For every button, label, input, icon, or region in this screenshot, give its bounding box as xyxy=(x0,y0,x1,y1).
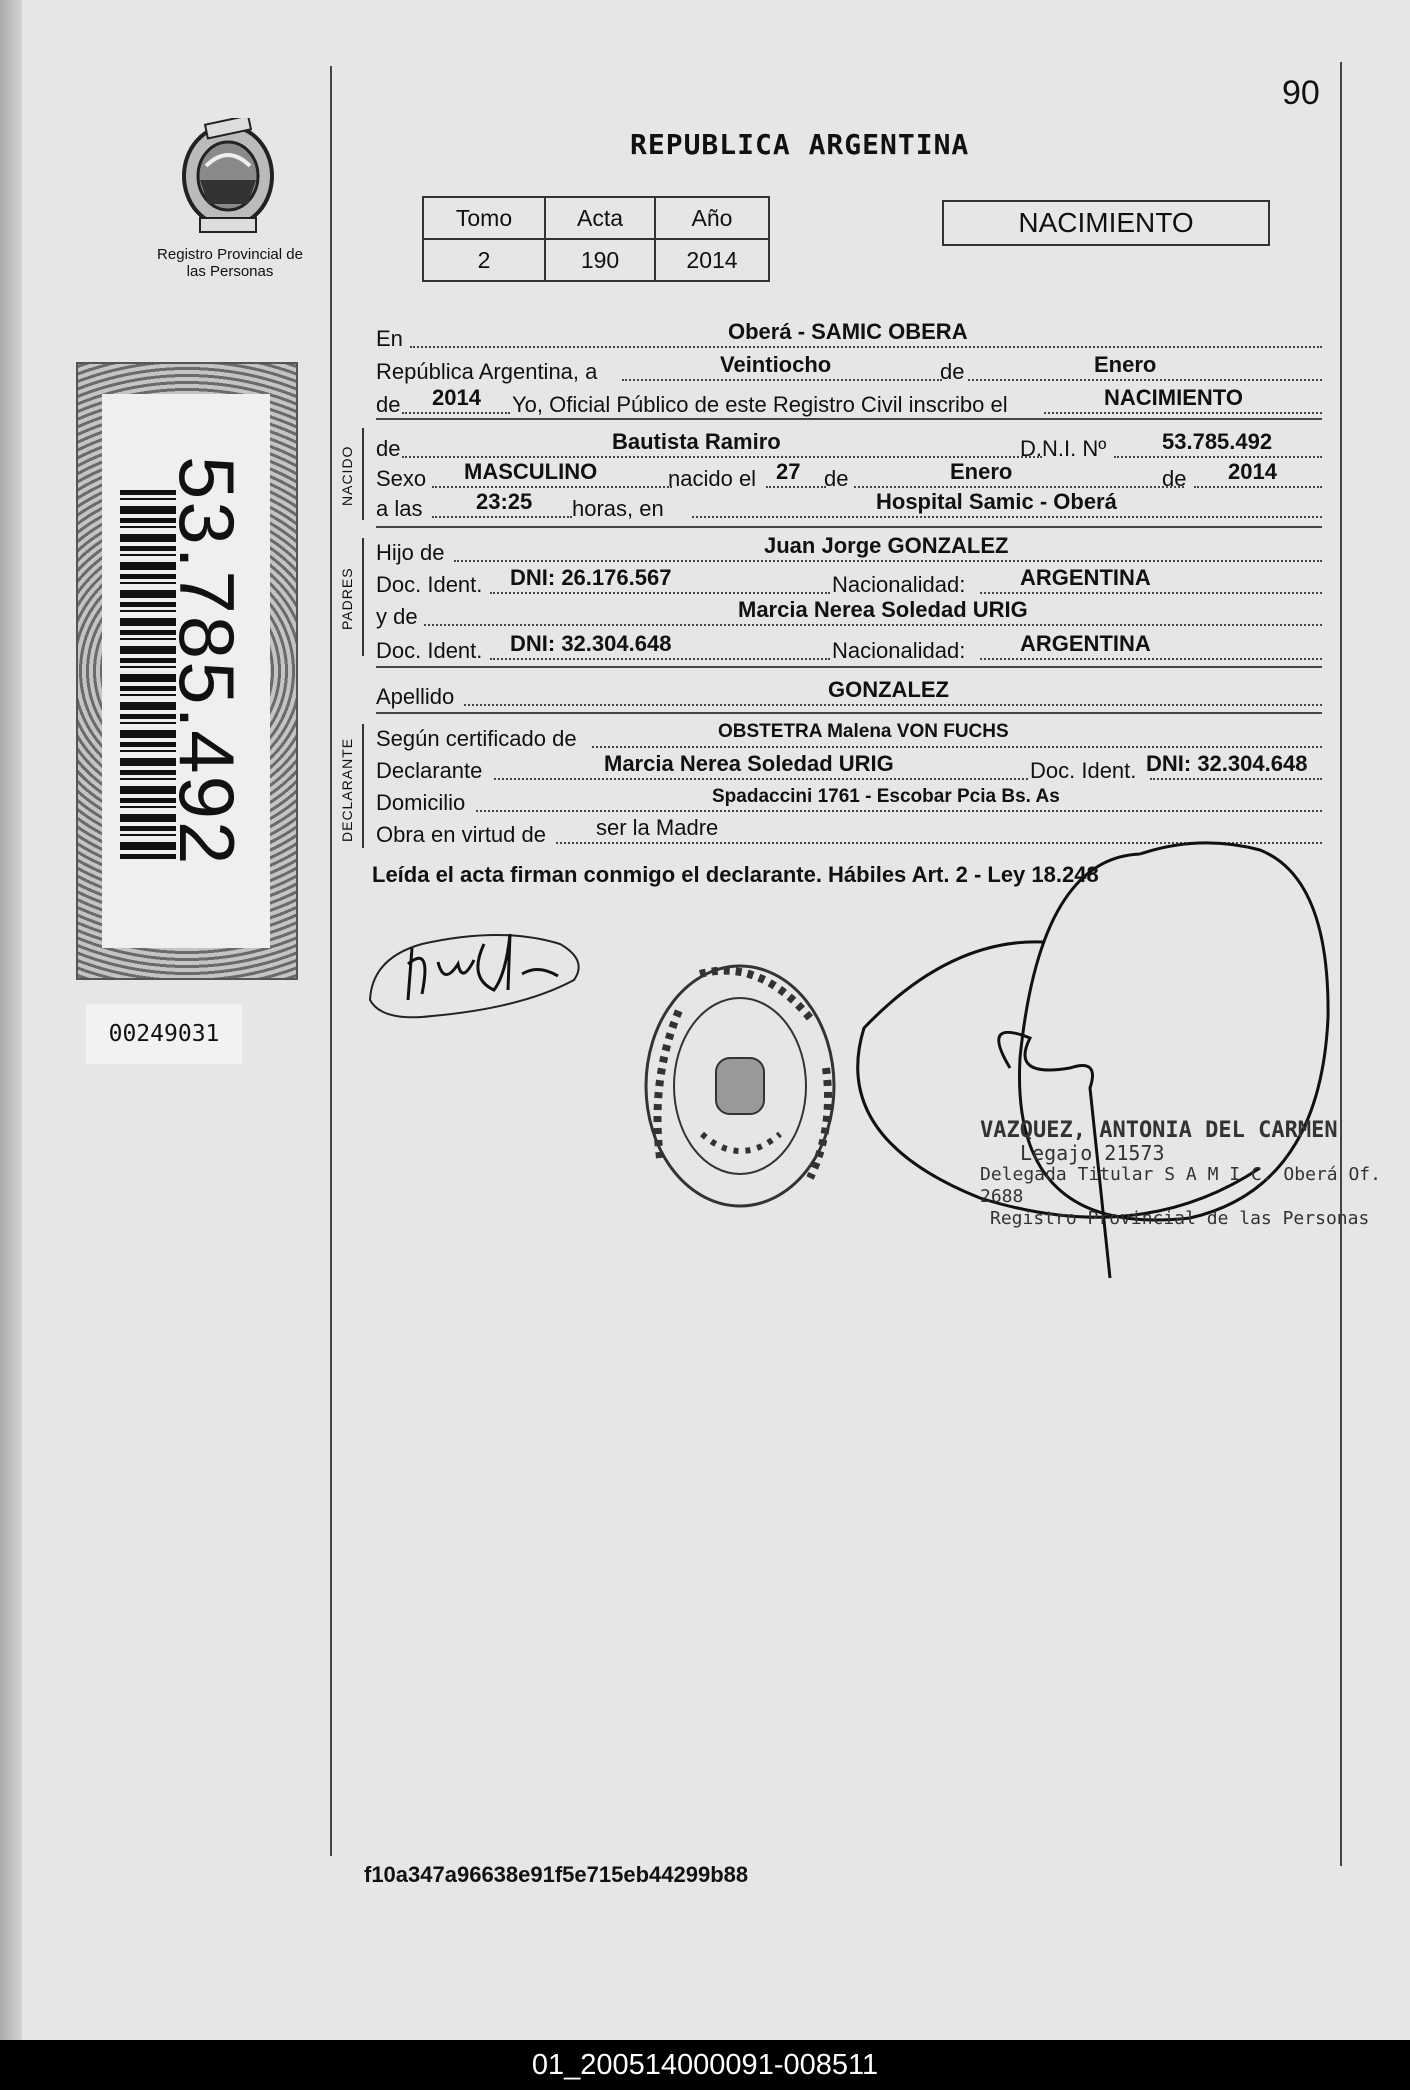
sexo-label: Sexo xyxy=(376,466,427,491)
line-yo xyxy=(376,388,1322,418)
yo-text: Yo, Oficial Público de este Registro Civil inscribo el xyxy=(512,392,1008,417)
birth-day-value: 27 xyxy=(776,462,801,484)
barcode-label xyxy=(76,362,298,980)
record-type-box: NACIMIENTO xyxy=(942,200,1270,246)
section-label-declarante: DECLARANTE xyxy=(339,737,355,842)
father-nat-value: ARGENTINA xyxy=(1020,568,1151,590)
registry-name: Registro Provincial de las Personas xyxy=(157,246,303,280)
line-republica xyxy=(376,355,1322,385)
line-alas xyxy=(376,492,1322,522)
line-declarante xyxy=(376,754,1322,784)
register-value-acta: 190 xyxy=(545,239,655,281)
nacido-el-label: nacido el xyxy=(668,466,757,491)
official-title: Delegada Titular S A M I C. Oberá Of. 2688 xyxy=(980,1164,1381,1207)
registry-stamp-icon xyxy=(640,958,840,1219)
declarante-doc-value: DNI: 32.304.648 xyxy=(1146,754,1308,776)
father-doc-value: DNI: 26.176.567 xyxy=(510,568,672,590)
serial-number: 00249031 xyxy=(86,1004,242,1064)
hijo-de-label: Hijo de xyxy=(376,540,445,565)
certificado-value: OBSTETRA Malena VON FUCHS xyxy=(718,722,1009,742)
child-name-value: Bautista Ramiro xyxy=(612,432,781,454)
register-value-tomo: 2 xyxy=(423,239,545,281)
official-stamp xyxy=(980,1120,1410,1230)
nacionalidad-label: Nacionalidad: xyxy=(832,572,966,597)
document-hash: f10a347a96638e91f5e715eb44299b88 xyxy=(364,1862,749,1887)
nacionalidad-label-2: Nacionalidad: xyxy=(832,638,966,663)
place-value: Oberá - SAMIC OBERA xyxy=(728,322,968,344)
official-registry: Registro Provincial de las Personas xyxy=(990,1208,1370,1229)
de-label-3: de xyxy=(824,466,849,491)
obra-value: ser la Madre xyxy=(596,818,719,840)
nacido-de-label: de xyxy=(376,436,401,461)
de-label-2: de xyxy=(376,392,401,417)
doc-ident-label-2: Doc. Ident. xyxy=(376,638,483,663)
line-sexo xyxy=(376,462,1322,492)
certificado-label: Según certificado de xyxy=(376,726,577,751)
domicilio-label: Domicilio xyxy=(376,790,466,815)
day-words-value: Veintiocho xyxy=(720,355,832,377)
apellido-label: Apellido xyxy=(376,684,455,709)
birth-place-value: Hospital Samic - Oberá xyxy=(876,492,1117,514)
register-header-anio: Año xyxy=(655,197,769,239)
birth-year-value: 2014 xyxy=(1228,462,1277,484)
obra-label: Obra en virtud de xyxy=(376,822,546,847)
country-title: REPUBLICA ARGENTINA xyxy=(630,128,970,161)
dni-label: D.N.I. Nº xyxy=(1020,436,1107,461)
declarante-label: Declarante xyxy=(376,758,483,783)
doc-ident-label: Doc. Ident. xyxy=(376,572,483,597)
file-id-bar: 01_200514000091-008511 xyxy=(0,2040,1410,2090)
line-mother-doc xyxy=(376,634,1322,664)
birth-month-value: Enero xyxy=(950,462,1013,484)
closing-statement: Leída el acta firman conmigo el declarante. Hábiles Art. 2 - Ley 18.248 xyxy=(372,862,1099,887)
mother-nat-value: ARGENTINA xyxy=(1020,634,1151,656)
y-de-label: y de xyxy=(376,604,418,629)
mother-name-value: Marcia Nerea Soledad URIG xyxy=(738,600,1028,622)
official-legajo: Legajo 21573 xyxy=(1020,1141,1165,1165)
child-dni-value: 53.785.492 xyxy=(1162,432,1273,454)
section-label-padres: PADRES xyxy=(339,567,355,630)
section-label-nacido: NACIDO xyxy=(339,445,355,506)
register-header-acta: Acta xyxy=(545,197,655,239)
line-father-doc xyxy=(376,568,1322,598)
right-margin-line xyxy=(1340,62,1342,1866)
declarant-signature-icon xyxy=(362,904,592,1039)
horas-label: horas, en xyxy=(572,496,664,521)
register-table xyxy=(422,196,770,282)
line-en xyxy=(376,322,1322,352)
sexo-value: MASCULINO xyxy=(464,462,598,484)
line-apellido xyxy=(376,680,1322,710)
month-value: Enero xyxy=(1094,355,1157,377)
page-number: 90 xyxy=(1282,74,1320,112)
official-name: VAZQUEZ, ANTONIA DEL CARMEN xyxy=(980,1118,1338,1143)
line-hijo xyxy=(376,536,1322,566)
declarante-value: Marcia Nerea Soledad URIG xyxy=(604,754,894,776)
register-value-anio: 2014 xyxy=(655,239,769,281)
left-margin-line xyxy=(330,66,332,1856)
event-value: NACIMIENTO xyxy=(1104,388,1243,410)
province-emblem-icon xyxy=(176,118,280,241)
line-domicilio xyxy=(376,786,1322,816)
line-certificado xyxy=(376,722,1322,752)
line-nacido-name xyxy=(376,432,1322,462)
apellido-value: GONZALEZ xyxy=(828,680,949,702)
de-label-4: de xyxy=(1162,466,1187,491)
republica-label: República Argentina, a xyxy=(376,359,598,384)
en-label: En xyxy=(376,326,403,351)
a-las-label: a las xyxy=(376,496,423,521)
line-ydes xyxy=(376,600,1322,630)
barcode-number: 53.785.492 xyxy=(163,456,251,867)
year-value: 2014 xyxy=(432,388,481,410)
father-name-value: Juan Jorge GONZALEZ xyxy=(764,536,1009,558)
de-label: de xyxy=(940,359,965,384)
mother-doc-value: DNI: 32.304.648 xyxy=(510,634,672,656)
birth-time-value: 23:25 xyxy=(476,492,533,514)
register-header-tomo: Tomo xyxy=(423,197,545,239)
domicilio-value: Spadaccini 1761 - Escobar Pcia Bs. As xyxy=(712,786,1060,807)
doc-ident-label-3: Doc. Ident. xyxy=(1030,758,1137,783)
